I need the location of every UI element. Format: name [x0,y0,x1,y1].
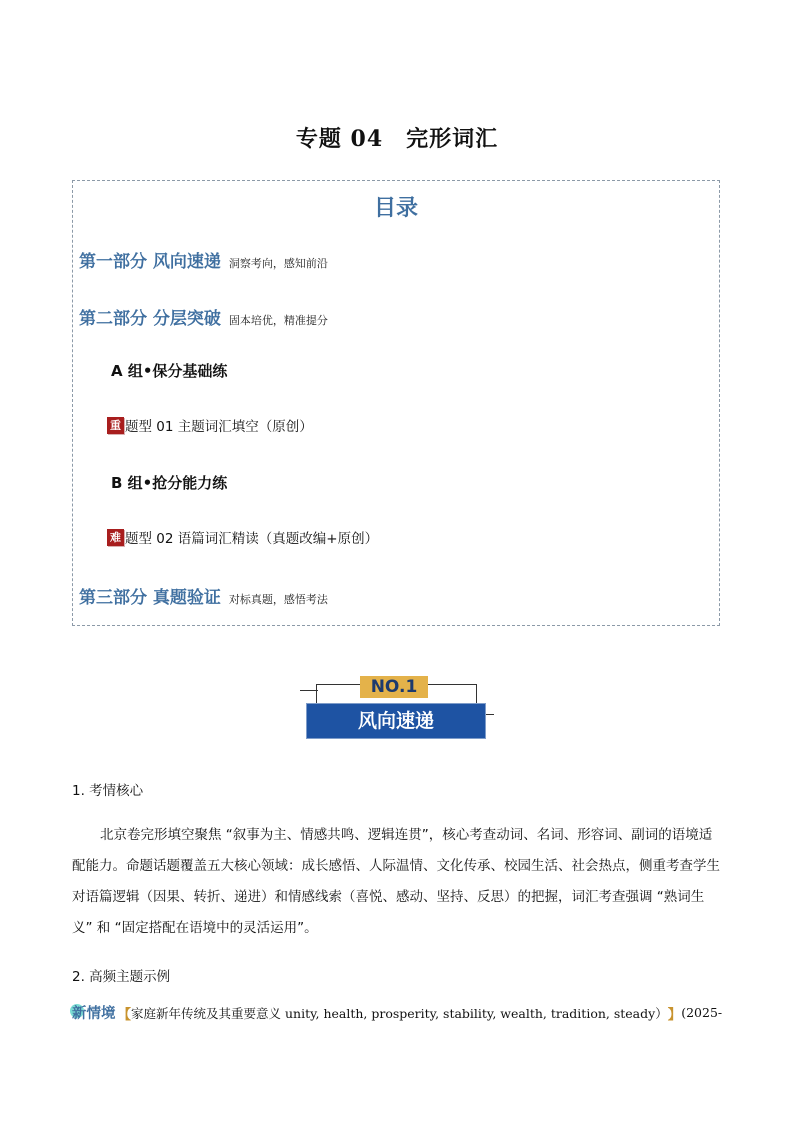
example-source: (2025- [681,1005,723,1020]
toc-part-3[interactable] [79,583,328,608]
toc-item-a-text: 题型 01 主题词汇填空（原创） [125,419,313,435]
toc-part-2-sub: 固本培优，精准提分 [228,314,328,327]
toc-part-3-label: 第三部分 真题验证 [79,588,221,608]
banner-label: 风向速递 [306,703,486,739]
section-banner [296,672,496,742]
section-1-heading: 1. 考情核心 [72,783,144,799]
section-2-heading: 2. 高频主题示例 [72,969,171,985]
bracket-open: 【 [117,1006,131,1023]
hard-badge: 难 [107,529,124,546]
toc-part-2-label: 第二部分 分层突破 [79,309,221,329]
toc-part-1[interactable] [79,247,328,272]
toc-part-2[interactable] [79,304,328,329]
example-line [72,1002,732,1023]
table-of-contents [72,180,720,626]
toc-heading: 目录 [373,196,418,221]
example-topic: 家庭新年传统及其重要意义 unity, health, prosperity, stability, wealth, tradition, steady） [131,1005,668,1021]
toc-group-a[interactable]: A 组•保分基础练 [111,362,228,380]
toc-part-1-sub: 洞察考向，感知前沿 [228,257,328,270]
new-context-tag: 新情境 [72,1006,116,1022]
bracket-close: 】 [667,1006,682,1023]
toc-part-1-label: 第一部分 风向速递 [79,252,221,272]
toc-item-b-text: 题型 02 语篇词汇精读（真题改编+原创） [125,531,379,547]
toc-group-b[interactable]: B 组•抢分能力练 [111,474,228,492]
page-title: 专题 04 完形词汇 [295,126,499,152]
toc-item-a[interactable] [107,415,313,435]
toc-item-b[interactable] [107,527,378,547]
section-1-paragraph: 北京卷完形填空聚焦 “叙事为主、情感共鸣、逻辑连贯”，核心考查动词、名词、形容词、副词的语境适配能力。命题话题覆盖五大核心领域：成长感悟、人际温情、文化传承、校园生活、社会热点，侧重考查学生对语篇逻辑（因果、转折、递进）和情感线索（喜悦、感动、坚持、反思）的把握，词汇考查强调 “熟词生义” 和 “固定搭配在语境中的灵活运用”。 [72,827,720,936]
banner-number: NO.1 [360,676,428,698]
key-badge: 重 [107,417,124,434]
banner-left-line [300,690,318,691]
toc-part-3-sub: 对标真题，感悟考法 [228,593,328,606]
